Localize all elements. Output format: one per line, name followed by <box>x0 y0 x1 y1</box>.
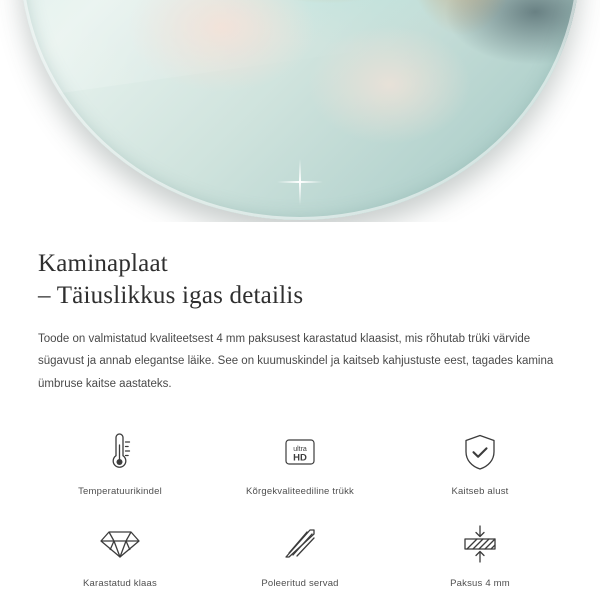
feature-item-temperature <box>30 429 210 497</box>
feature-label: Poleeritud servad <box>261 578 339 590</box>
feature-label: Kõrgekvaliteediline trükk <box>246 486 354 498</box>
fireplace-plate-product-image <box>20 0 580 220</box>
feature-item-print-quality <box>210 429 390 497</box>
hero-image <box>0 0 600 222</box>
polished-edges-icon <box>277 521 323 567</box>
feature-grid <box>30 429 570 589</box>
feature-item-thickness <box>390 521 570 589</box>
shield-check-icon <box>457 429 503 475</box>
feature-label: Kaitseb alust <box>451 486 509 498</box>
product-description: Toode on valmistatud kvaliteetsest 4 mm paksusest karastatud klaasist, mis rõhutab trüki värvide sügavust ja annab elegantse läike. See on kuumuskindel ja kaitseb kahjustuste eest, tagades kamina ümbruse kaitse aastateks. <box>38 333 554 390</box>
title-line-1: Kaminaplaat <box>38 250 168 277</box>
page-title <box>38 248 562 312</box>
thickness-icon <box>457 521 503 567</box>
feature-item-polished-edges <box>210 521 390 589</box>
feature-label: Temperatuurikindel <box>78 486 162 498</box>
feature-label: Karastatud klaas <box>83 578 157 590</box>
ultra-hd-icon <box>277 429 323 475</box>
content-block <box>0 222 600 395</box>
feature-item-protects-surface <box>390 429 570 497</box>
diamond-icon <box>97 521 143 567</box>
svg-text:ultra: ultra <box>293 446 307 454</box>
title-line-2: – Täiuslikkus igas detailis <box>38 282 304 309</box>
feature-item-tempered-glass <box>30 521 210 589</box>
thermometer-icon <box>97 429 143 475</box>
feature-label: Paksus 4 mm <box>450 578 510 590</box>
svg-text:HD: HD <box>293 452 307 464</box>
